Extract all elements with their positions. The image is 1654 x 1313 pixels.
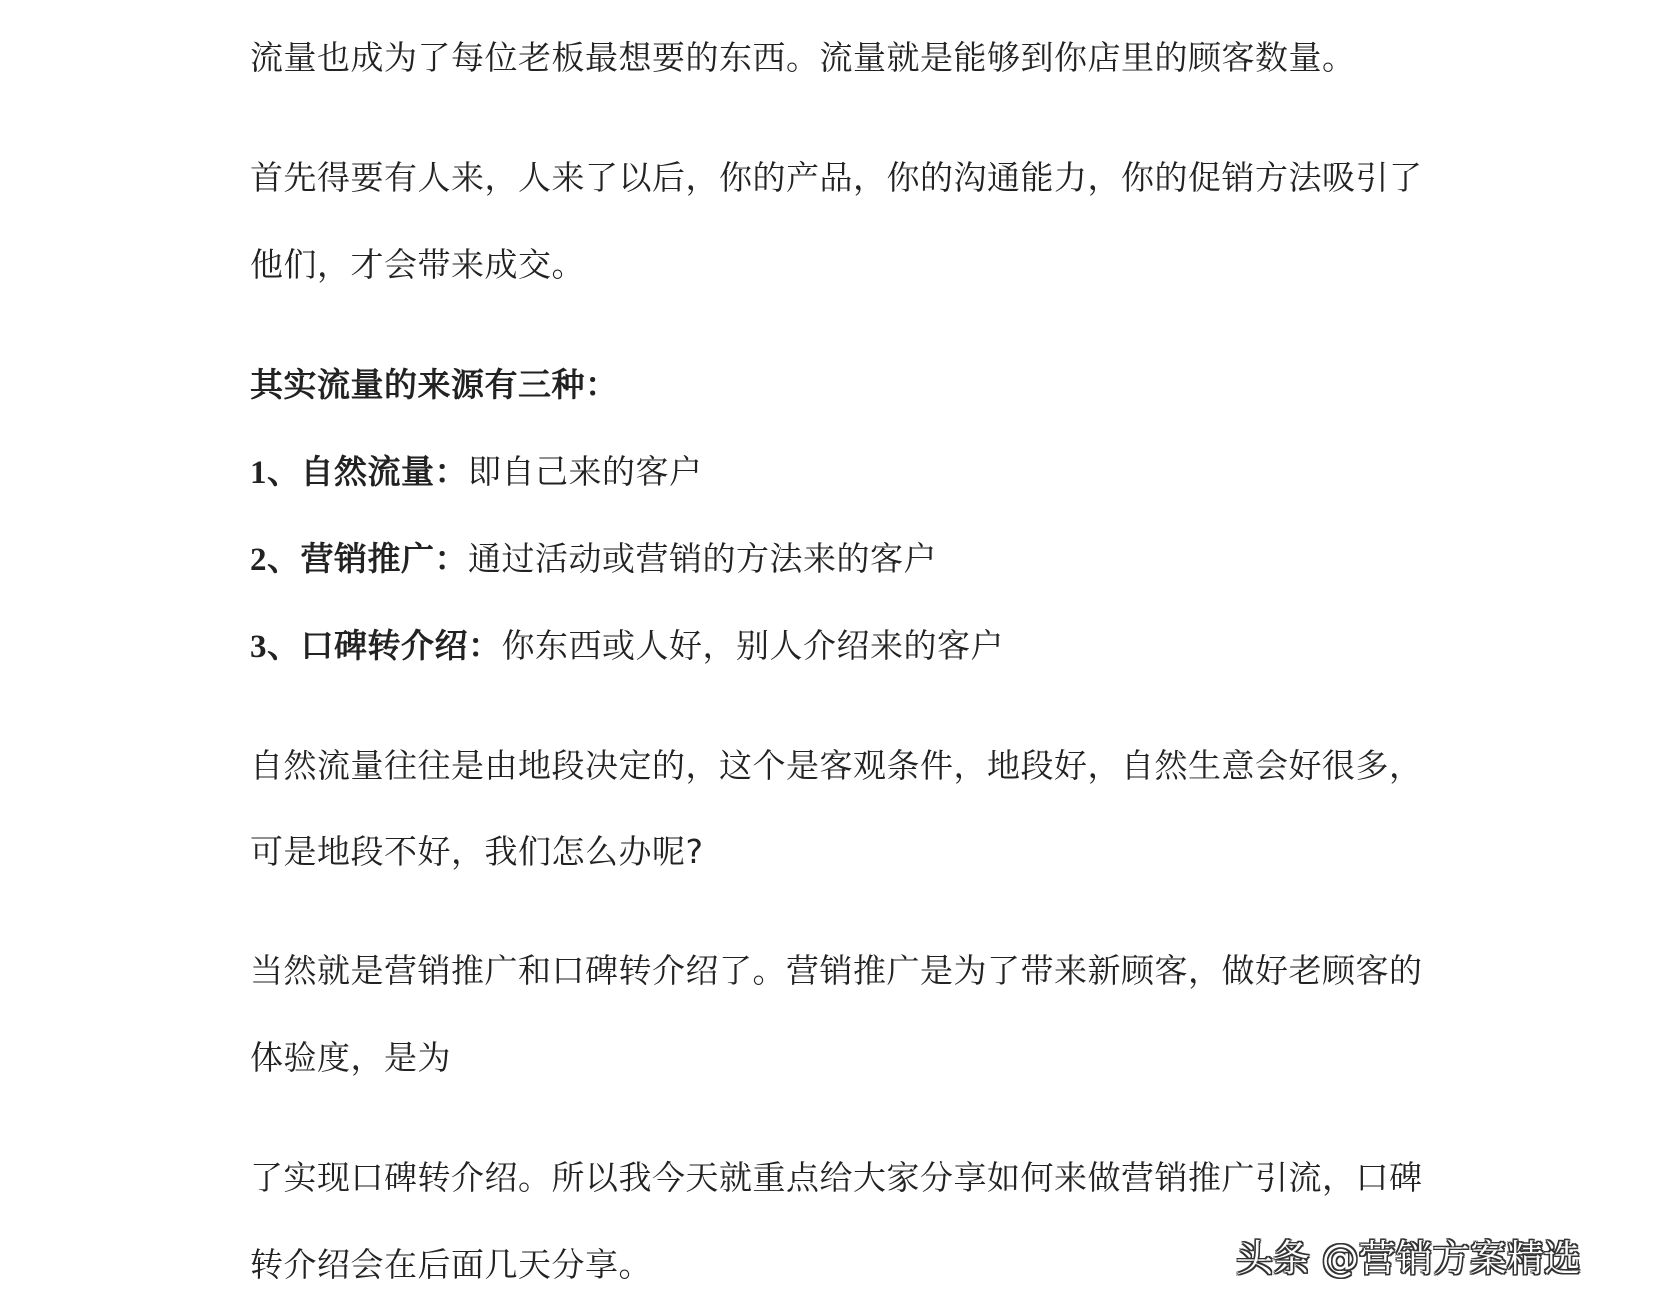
list-item-title: 自然流量： [300, 452, 468, 491]
list-item-number: 2、 [250, 542, 301, 578]
list-item-desc: 通过活动或营销的方法来的客户 [468, 539, 937, 578]
list-item [250, 450, 703, 495]
list-item-desc: 即自己来的客户 [468, 452, 703, 491]
watermark: 头条 @营销方案精选 [1236, 1237, 1581, 1280]
list-item-number: 1、 [250, 455, 301, 491]
paragraph-word-of-mouth: 了实现口碑转介绍。所以我今天就重点给大家分享如何来做营销推广引流，口碑 [250, 1158, 1423, 1197]
paragraph-promotion-2: 体验度，是为 [250, 1038, 451, 1077]
paragraph-word-of-mouth-2: 转介绍会在后面几天分享。 [250, 1245, 652, 1284]
paragraph-promotion: 当然就是营销推广和口碑转介绍了。营销推广是为了带来新顾客，做好老顾客的 [250, 951, 1423, 990]
list-item [250, 537, 937, 582]
list-item-desc: 你东西或人好，别人介绍来的客户 [501, 626, 1004, 665]
section-heading: 其实流量的来源有三种： [250, 365, 619, 404]
paragraph-location: 自然流量往往是由地段决定的，这个是客观条件，地段好，自然生意会好很多， [250, 746, 1423, 785]
paragraph-location-2: 可是地段不好，我们怎么办呢? [250, 832, 704, 871]
list-item-title: 口碑转介绍： [300, 626, 502, 665]
paragraph-first-line: 首先得要有人来，人来了以后，你的产品，你的沟通能力，你的促销方法吸引了 [250, 158, 1423, 197]
paragraph-first-line-2: 他们，才会带来成交。 [250, 245, 585, 284]
paragraph-intro: 流量也成为了每位老板最想要的东西。流量就是能够到你店里的顾客数量。 [250, 38, 1356, 77]
list-item-title: 营销推广： [300, 539, 468, 578]
list-item [250, 624, 1004, 669]
list-item-number: 3、 [250, 629, 301, 665]
